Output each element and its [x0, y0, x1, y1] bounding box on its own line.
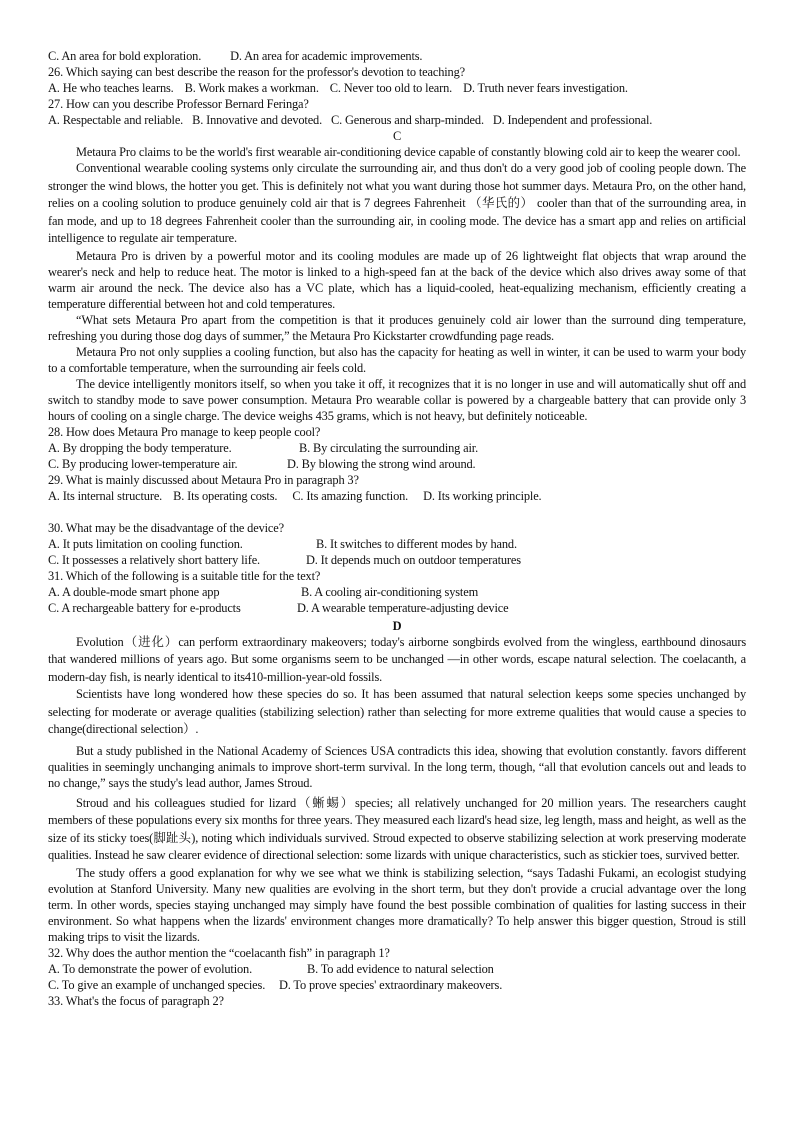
option-c: C. Its amazing function. — [292, 488, 409, 503]
option-d: D. Truth never fears investigation. — [463, 81, 628, 95]
exam-page — [48, 48, 746, 1009]
passage-c-paragraph-2: Conventional wearable cooling systems only circulate the surrounding air, and thus don't do a very good job of cooling people down. The stronger the wind blows, the hotter you get. This is definitely not what you want during those hot summer days. Metaura Pro, on the other hand, relies on a cooling solution to produce genuinely cold air that is 7 degrees Fahrenheit （华氏的） cooler than that of the surrounding area, in fan mode, and up to 18 degrees Fahrenheit cooler than the surrounding air, in cooling mode. The device has a smart app and relies on artificial intelligence to regulate air temperature. — [48, 161, 746, 245]
option-a: A. Its internal structure. — [48, 488, 163, 503]
passage-d-paragraph-2: Scientists have long wondered how these species do so. It has been assumed that natural selection keeps some species unchanged by selecting for moderate or average qualities (stabilizing selection) rather than selecting for more extreme qualities that would cause a species to change(directional selection）. — [48, 687, 746, 736]
option-b: B. Work makes a workman. — [184, 81, 319, 95]
question-stem: 29. What is mainly discussed about Metaura Pro in paragraph 3? — [48, 472, 359, 487]
passage-c-paragraph-6: The device intelligently monitors itself, so when you take it off, it recognizes that it is no longer in use and will automatically shut off and switch to standby mode to save power consumption. Metaura Pro wearable collar is powered by a chargeable battery that can provide only 3 hours of cooling on a single charge. The device weighs 435 grams, which is not heavy, but definitely noticeable. — [48, 376, 746, 423]
passage-c-paragraph-3: Metaura Pro is driven by a powerful motor and its cooling modules are made up of 26 lightweight flat objects that wrap around the wearer's neck and help to reduce heat. The motor is linked to a high-speed fan at the back of the device which also drives away some of that warm air around the neck. The device also has a VC plate, which has a liquid-cooled, heat-equalizing mechanism, efficiently creating a temperature differential between hot and cold temperatures. — [48, 248, 746, 311]
question-options — [48, 552, 746, 568]
question-stem: 28. How does Metaura Pro manage to keep people cool? — [48, 424, 321, 439]
option-b: B. Innovative and devoted. — [192, 113, 323, 127]
option-c: C. To give an example of unchanged species. — [48, 977, 266, 992]
passage-c-paragraph-1: Metaura Pro claims to be the world's first wearable air-conditioning device capable of constantly blowing cold air to keep the wearer cool. — [76, 145, 741, 159]
question-stem: 30. What may be the disadvantage of the device? — [48, 520, 284, 535]
passage-d-paragraph-5: The study offers a good explanation for why we see what we think is stabilizing selection, “says Tadashi Fukami, an ecologist studying evolution at Stanford University. Many new qualities are evolving in the short term, but they don't provide a crucial advantage over the long term. In other words, species staying unchanged may simply have found the best possible combination of qualities for lasting success in their environment. So what happens when the lizards' environment changes more dramatically? To help answer this bigger question, Stroud is still making trips to visit the lizards. — [48, 865, 746, 944]
option-c: C. By producing lower-temperature air. — [48, 456, 238, 471]
passage-d-paragraph-4: Stroud and his colleagues studied for lizard（蜥蜴）species; all relatively unchanged for 20 million years. The researchers caught members of these populations every six months for three years. They measured each lizard's head size, leg length, mass and height, as well as the size of its sticky toes(脚趾头), noting which individuals survived. Stroud expected to observe stabilizing selection at work preserving moderate qualities. Instead he saw clearer evidence of directional selection: some lizards with unique characteristics, such as stickier toes, survived better. — [48, 795, 747, 862]
question-options — [48, 977, 746, 993]
question-options — [48, 584, 746, 600]
option-b: B. A cooling air-conditioning system — [300, 584, 479, 599]
spacer — [48, 504, 746, 520]
section-heading-c: C — [392, 129, 402, 143]
section-heading-d: D — [392, 618, 402, 633]
passage-c-paragraph-4: “What sets Metaura Pro apart from the competition is that it produces genuinely cold air lower than the surround ding temperature, refreshing you during those dog days of summer,” the Metaura Pro Kickstarter crowdfunding page reads. — [48, 312, 746, 343]
question-options — [48, 488, 746, 504]
question-stem: 32. Why does the author mention the “coelacanth fish” in paragraph 1? — [48, 945, 390, 960]
option-a: A. A double-mode smart phone app — [48, 584, 220, 599]
option-a: A. He who teaches learns. — [48, 81, 174, 95]
option-d: D. To prove species' extraordinary makeovers. — [278, 977, 503, 992]
question-stem: 31. Which of the following is a suitable title for the text? — [48, 568, 321, 583]
option-c: C. An area for bold exploration. — [48, 49, 202, 63]
option-d: D. A wearable temperature-adjusting device — [296, 600, 509, 615]
option-a: A. Respectable and reliable. — [48, 113, 184, 127]
option-d: D. By blowing the strong wind around. — [286, 456, 476, 471]
option-a: A. It puts limitation on cooling function. — [48, 536, 243, 551]
option-c: C. Never too old to learn. — [329, 81, 453, 95]
option-b: B. By circulating the surrounding air. — [298, 440, 479, 455]
option-d: D. Independent and professional. — [492, 113, 653, 127]
question-options — [48, 536, 746, 552]
question-options — [48, 112, 746, 128]
passage-d-paragraph-3: But a study published in the National Academy of Sciences USA contradicts this idea, showing that evolution constantly. favors different qualities in seemingly unchanging animals to improve short-term survival. In the long term, though, “all that evolution cancels out and leads to no change,” says the study's lead author, James Stroud. — [48, 743, 746, 790]
option-a: A. To demonstrate the power of evolution. — [48, 961, 253, 976]
option-b: B. To add evidence to natural selection — [306, 961, 494, 976]
option-c: C. Generous and sharp-minded. — [331, 113, 484, 127]
question-options — [48, 600, 746, 616]
option-c: C. It possesses a relatively short battery life. — [48, 552, 260, 567]
question-stem: 26. Which saying can best describe the reason for the professor's devotion to teaching? — [48, 65, 465, 79]
passage-c-paragraph-5: Metaura Pro not only supplies a cooling function, but also has the capacity for heating as well in winter, it can be used to warm your body to a comfortable temperature, when the surrounding air feels cold. — [48, 344, 746, 375]
option-d: D. It depends much on outdoor temperatures — [305, 552, 521, 567]
question-options — [48, 440, 746, 456]
question-stem: 27. How can you describe Professor Bernard Feringa? — [48, 97, 309, 111]
passage-d-paragraph-1: Evolution（进化）can perform extraordinary makeovers; today's airborne songbirds evolved from the wingless, earthbound dinosaurs that wandered millions of years ago. But some organisms seem to be unchanged —in other words, escape natural selection. The coelacanth, a modern-day fish, is nearly identical to its410-million-year-old fossils. — [48, 634, 746, 684]
option-b: B. Its operating costs. — [173, 488, 278, 503]
option-c: C. A rechargeable battery for e-products — [48, 600, 241, 615]
option-a: A. By dropping the body temperature. — [48, 440, 232, 455]
question-options — [48, 456, 746, 472]
option-b: B. It switches to different modes by hand. — [315, 536, 517, 551]
option-d: D. An area for academic improvements. — [230, 49, 423, 63]
q25-options — [48, 48, 746, 64]
question-options — [48, 80, 746, 96]
option-d: D. Its working principle. — [423, 488, 542, 503]
question-stem: 33. What's the focus of paragraph 2? — [48, 993, 224, 1008]
question-options — [48, 961, 746, 977]
